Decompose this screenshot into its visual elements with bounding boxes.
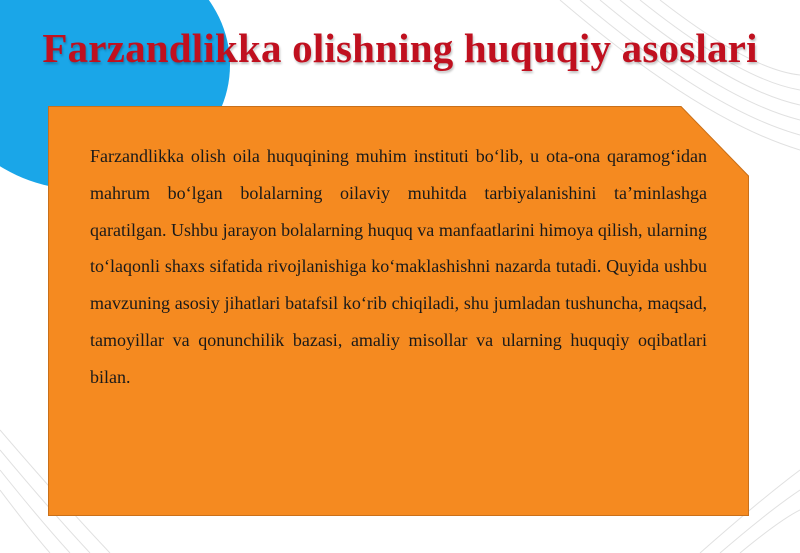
slide-body-text: Farzandlikka olish oila huquqining muhim instituti bo‘lib, u ota-ona qaramog‘idan mahrum bo‘lgan bolalarning oilaviy muhitda tarbiyalanishini ta’minlashga qaratilgan. Ushbu jarayon bolalarning huquq va manfaatlarini himoya qilish, ularning to‘laqonli shaxs sifatida rivojlanishiga ko‘maklashishni nazarda tutadi. Quyida ushbu mavzuning asosiy jihatlari batafsil ko‘rib chiqiladi, shu jumladan tushuncha, maqsad, tamoyillar va qonunchilik bazasi, amaliy misollar va ularning huquqiy oqibatlari bilan. (90, 146, 707, 387)
slide-title: Farzandlikka olishning huquqiy asoslari (42, 25, 758, 71)
